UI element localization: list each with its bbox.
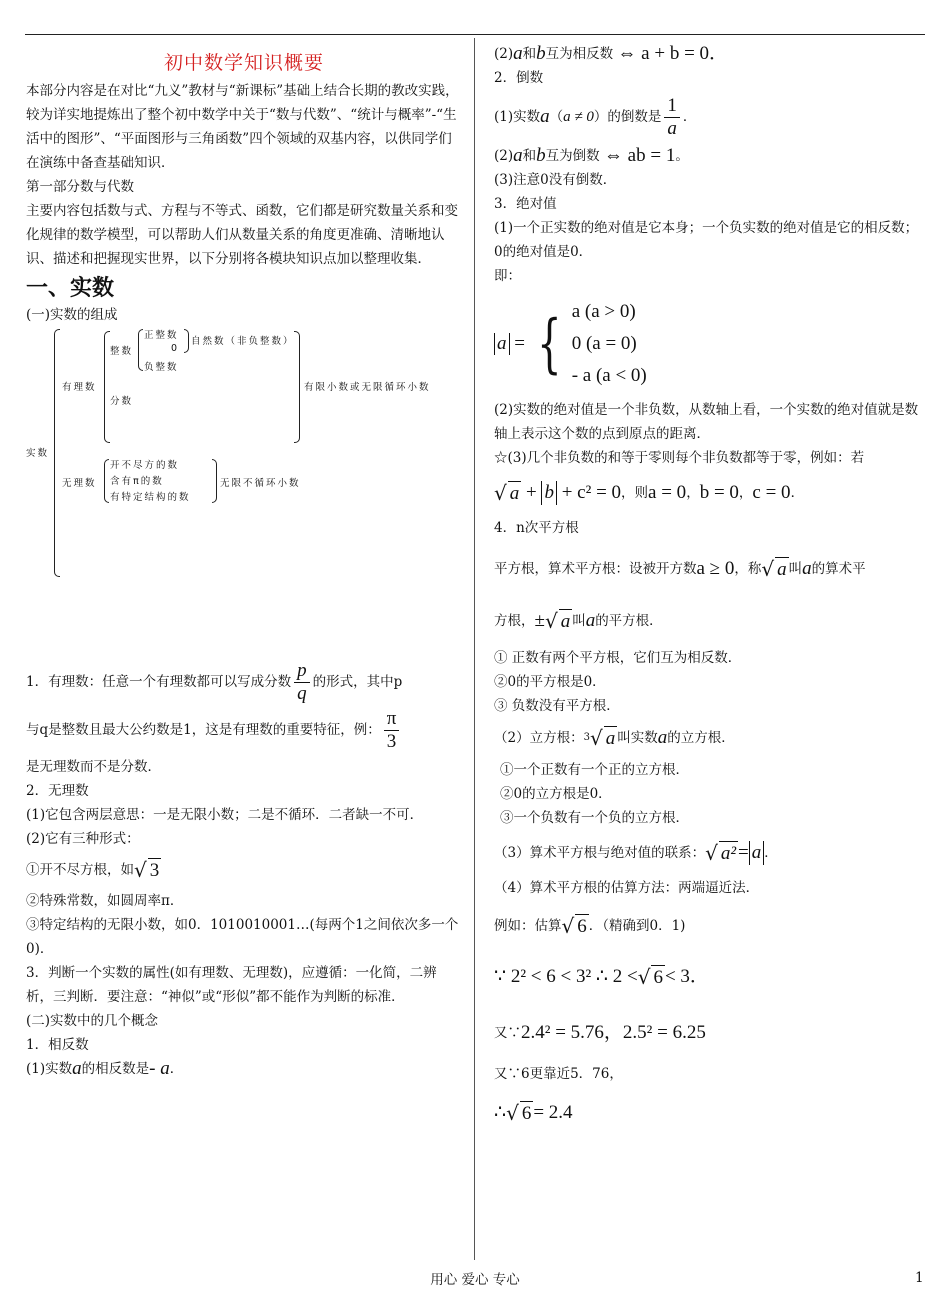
nonnegative-example: √ a + b + c² = 0 ，则 a = 0 ， b = 0 ， c = 0 ． — [494, 481, 805, 505]
absolute-definition: (1)一个正实数的绝对值是它本身；一个负实数的绝对值是它的相反数；0的绝对值是0． — [494, 220, 919, 260]
tree-rational: 有理数 — [62, 382, 97, 393]
rational-definition-line: 1．有理数：任意一个有理数都可以写成分数 $\frac{p}{q}$ 的形式，其中p — [26, 659, 403, 704]
reciprocal-definition: (1)实数 a （ a ≠ 0 ）的倒数是 $\frac{1}{a}$ ． — [494, 94, 697, 139]
tree-irrational-roots: 开不尽方的数 — [110, 460, 180, 471]
tree-irrational-pi: 含有π的数 — [110, 476, 164, 487]
estimation-step-1: ∵ 2² < 6 < 3² ∴ 2 < √ 6 < 3． — [494, 965, 709, 989]
rational-feature-line: 与q是整数且最大公约数是1，这是有理数的重要特征，例： $\frac{\pi}{3}$ — [26, 705, 462, 755]
absolute-geometric: (2)实数的绝对值是一个非负数，从数轴上看，一个实数的绝对值就是数轴上表示这个数的点到原点的距离． — [494, 402, 919, 442]
estimation-step-2: 又∵ 2.4² = 5.76，2.5² = 6.25 — [494, 1022, 706, 1043]
irrational-meaning: (1)它包含两层意思：一是无限小数；二是不循环．二者缺一不可． — [26, 807, 424, 823]
right-column — [494, 43, 926, 1138]
nonnegative-sum-rule: ☆(3)几个非负数的和等于零则每个非负数都等于零，例如：若 — [494, 450, 865, 466]
document-title: 初中数学知识概要 — [163, 52, 324, 74]
tree-zero: 0 — [171, 343, 180, 354]
nth-root-heading: 4．n次平方根 — [494, 520, 579, 536]
reciprocal-heading: 2．倒数 — [494, 70, 544, 86]
tree-root: 实数 — [26, 448, 50, 459]
real-number-classification-tree — [26, 329, 462, 619]
top-rule — [25, 34, 925, 35]
sqrt-abs-relation: （3）算术平方根与绝对值的联系： √ a² = a ． — [494, 841, 778, 865]
tree-irrational: 无理数 — [62, 478, 97, 489]
absolute-ie: 即： — [494, 268, 521, 284]
column-divider — [474, 38, 475, 1260]
piecewise-case-2: 0 (a = 0) — [571, 333, 637, 354]
brace-natural — [184, 329, 189, 353]
page-footer: 用心 爱心 专心 — [430, 1272, 520, 1288]
irrational-form-roots: ①开不尽方根，如 √ 3 — [26, 858, 160, 882]
irrational-forms: (2)它有三种形式： — [26, 831, 140, 847]
brace-infinite — [212, 459, 217, 503]
tree-infinite-nonrepeating: 无限不循环小数 — [220, 478, 301, 489]
tree-positive-integer: 正整数 — [144, 330, 179, 341]
subsection-composition: (一)实数的组成 — [26, 307, 118, 323]
part-description: 主要内容包括数与式、方程与不等式、函数，它们都是研究数量关系和变化规律的数学模型，可以帮助人们从数量关系的角度更准确、清晰地认识、描述和把握现实世界，以下分别将各模块知识点加以整理收集． — [26, 203, 458, 267]
piecewise-case-1: a (a > 0) — [571, 301, 636, 322]
cbrt-rule-3: ③一个负数有一个负的立方根． — [500, 810, 689, 826]
irrational-form-structure: ③特定结构的无限小数，如0．1010010001…(每两个1之间依次多一个0)． — [26, 917, 459, 957]
tree-natural-number: 自然数（非负整数） — [191, 336, 295, 347]
estimation-step-3: 又∵6更靠近5．76， — [494, 1066, 623, 1082]
opposite-definition: (1)实数 a 的相反数是 - a ． — [26, 1058, 184, 1079]
brace-root — [54, 329, 60, 577]
brace-irrational — [104, 459, 109, 503]
absolute-heading: 3．绝对值 — [494, 196, 557, 212]
sqrt-rule-3: ③ 负数没有平方根． — [494, 698, 620, 714]
cbrt-rule-1: ①一个正数有一个正的立方根． — [500, 762, 689, 778]
brace-integer — [138, 329, 143, 371]
fraction-p-over-q: $\frac{p}{q}$ — [294, 660, 310, 705]
cbrt-rule-2: ②0的立方根是0． — [500, 786, 612, 802]
intro-paragraph: 本部分内容是在对比“九义”教材与“新课标”基础上结合长期的教改实践，较为详实地提炼出了整个初中数学中关于“数与代数”、“统计与概率”-“生活中的图形”、“平面图形与三角函数”四个领域的双基内容，以供同学们在演练中备查基础知识． — [26, 83, 459, 171]
square-root-definition-cont: 方根， ± √ a 叫 a 的平方根． — [494, 609, 663, 633]
part-heading: 第一部分数与代数 — [26, 179, 134, 195]
section-heading-real-numbers: 一、实数 — [26, 276, 115, 301]
tree-finite-or-repeating: 有限小数或无限循环小数 — [304, 382, 431, 393]
sqrt-rule-1: ① 正数有两个平方根，它们互为相反数． — [494, 650, 742, 666]
opposite-heading: 1．相反数 — [26, 1037, 89, 1053]
brace-finite — [294, 331, 300, 443]
real-number-judgement: 3．判断一个实数的属性(如有理数、无理数)，应遵循：一化简，二辨析，三判断．要注意：“神似”或“形似”都不能作为判断的标准． — [26, 965, 437, 1005]
tree-fraction: 分数 — [110, 396, 134, 407]
estimation-result: ∴ √ 6 = 2.4 — [494, 1101, 573, 1125]
irrational-form-pi: ②特殊常数，如圆周率π． — [26, 893, 184, 909]
tree-integer: 整数 — [110, 346, 134, 357]
fraction-1-over-a: $\frac{1}{a}$ — [664, 95, 680, 140]
absolute-piecewise: a = { a (a > 0) 0 (a = 0) - a (a < 0) — [494, 296, 926, 392]
estimation-example: 例如：估算 √ 6 ．（精确到0．1) — [494, 914, 686, 938]
piecewise-case-3: - a (a < 0) — [571, 365, 647, 386]
reciprocal-note: (3)注意0没有倒数． — [494, 172, 617, 188]
page-number: 1 — [915, 1270, 924, 1286]
square-root-definition: 平方根，算术平方根：设被开方数 a ≥ 0 ，称 √ a 叫 a 的算术平 — [494, 557, 866, 581]
irrational-note: 是无理数而不是分数． — [26, 759, 161, 775]
reciprocal-condition: (2) a 和 b 互为倒数 ⇔ ab = 1 。 — [494, 145, 689, 166]
tree-irrational-structure: 有特定结构的数 — [110, 492, 191, 503]
sqrt-rule-2: ②0的平方根是0． — [494, 674, 606, 690]
cube-root-definition: （2）立方根： 3 √ a 叫实数 a 的立方根． — [494, 726, 735, 750]
irrational-heading: 2．无理数 — [26, 783, 89, 799]
subsection-concepts: (二)实数中的几个概念 — [26, 1013, 159, 1029]
opposite-condition: (2) a 和 b 互为相反数 ⇔ a + b = 0． — [494, 43, 729, 64]
estimation-method: （4）算术平方根的估算方法：两端逼近法． — [494, 880, 760, 896]
left-column — [26, 46, 462, 1081]
tree-negative-integer: 负整数 — [144, 362, 179, 373]
fraction-pi-over-3: $\frac{\pi}{3}$ — [384, 708, 400, 753]
